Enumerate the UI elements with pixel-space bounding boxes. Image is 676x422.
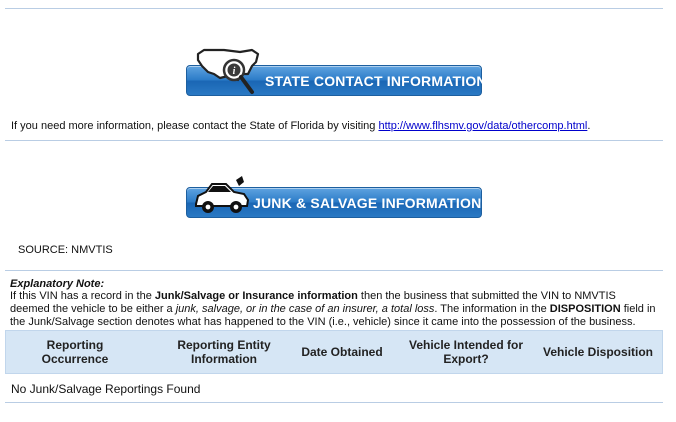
note-bold-disposition: DISPOSITION [549,303,621,315]
source-label: SOURCE: NMVTIS [18,244,113,256]
state-contact-link[interactable]: http://www.flhsmv.gov/data/othercomp.html [378,120,588,132]
column-header: Vehicle Intended for Export? [408,338,524,366]
column-header: Reporting Entity Information [177,338,271,366]
info-suffix: . [587,120,591,132]
wrecked-car-icon [192,174,252,223]
state-contact-info-text [11,120,661,133]
source-divider [5,270,663,271]
bottom-divider [5,402,663,403]
note-bold-insurance: Junk/Salvage or Insurance information [154,290,358,302]
info-prefix: If you need more information, please contact the State of Florida by visiting [11,120,379,132]
column-header: Date Obtained [301,345,383,359]
junk-salvage-table-header [5,330,663,374]
explanatory-note-body [10,290,658,329]
svg-text:i: i [232,66,236,77]
top-divider [5,8,663,9]
explanatory-note-heading: Explanatory Note: [10,278,105,290]
note-part: then the business that submitted the VIN to NMVTIS deemed the vehicle to be either a [10,290,616,315]
column-header: Reporting Occurrence [41,338,109,366]
section-divider [5,140,663,141]
note-italic: junk, salvage, or in the case of an insurer, a total loss [175,303,435,315]
junk-salvage-banner-label: JUNK & SALVAGE INFORMATION [253,194,482,211]
usa-map-info-magnifier-icon [194,44,266,105]
column-header: Vehicle Disposition [542,345,654,359]
empty-table-message: No Junk/Salvage Reportings Found [11,382,201,396]
state-contact-banner-label: STATE CONTACT INFORMATION [265,72,487,89]
note-part: field in the Junk/Salvage section denotes what has happened to the VIN (i.e., vehicle) since it came into the possession of the business. [10,303,656,328]
note-part: If this VIN has a record in the [10,290,155,302]
note-part: . The information in the [434,303,550,315]
